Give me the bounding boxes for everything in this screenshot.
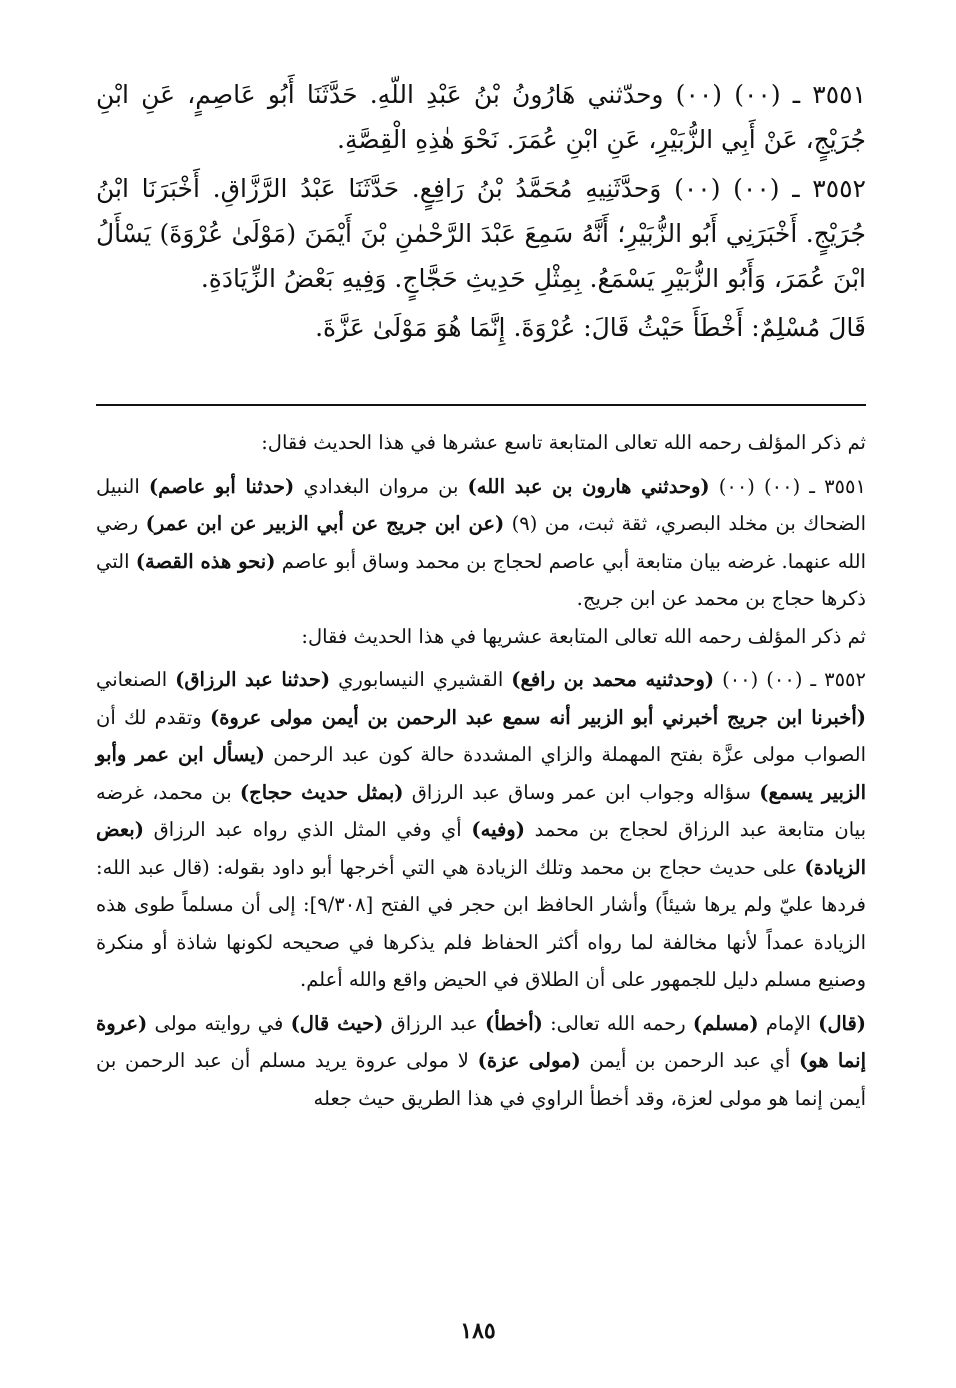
- hadith-3552: [96, 166, 866, 301]
- commentary-paragraph-1: [96, 468, 866, 618]
- hadith-body: وحدّثني هَارُونُ بْنُ عَبْدِ اللّهِ. حَدَّثَنَا أَبُو عَاصِمٍ، عَنِ ابْنِ جُرَيْجٍ، عَنْ أَبِي الزُّبَيْرِ، عَنِ ابْنِ عُمَرَ. نَحْوَ هٰذِهِ الْقِصَّةِ.: [96, 80, 866, 154]
- quoted-text-run: (قال): [818, 1011, 866, 1035]
- commentary-text-run: الإمام: [758, 1011, 819, 1035]
- quoted-text-run: (مولى عزة): [477, 1049, 581, 1072]
- commentary-text-run: ٣٥٥٢ ـ (٠٠) (٠٠): [714, 668, 866, 691]
- quoted-text-run: (حدثنا عبد الرزاق): [175, 668, 331, 691]
- commentary-intro-2: ثم ذكر المؤلف رحمه الله تعالى المتابعة عشريها في هذا الحديث فقال:: [301, 624, 866, 648]
- commentary-text-run: وتقدم لك أن الصواب مولى عزَّة بفتح المهملة والزاي المشددة حالة كون عبد الرحمن: [96, 705, 866, 766]
- commentary-text-run: أي وفي المثل الذي رواه عبد الرزاق: [143, 818, 472, 841]
- hadith-number: ٣٥٥١ ـ (٠٠) (٠٠): [675, 80, 866, 109]
- quoted-text-run: (حدثنا أبو عاصم): [148, 474, 295, 498]
- commentary-text-run: سؤاله وجواب ابن عمر وساق عبد الرزاق: [403, 780, 760, 804]
- commentary-intro-1: ثم ذكر المؤلف رحمه الله تعالى المتابعة تاسع عشرها في هذا الحديث فقال:: [261, 431, 866, 454]
- commentary-paragraph-3: [96, 1005, 866, 1118]
- commentary-text-run: ٣٥٥١ ـ (٠٠) (٠٠): [709, 474, 866, 498]
- quoted-text-run: (عن ابن جريج عن أبي الزبير عن ابن عمر): [145, 512, 505, 535]
- page-number: ١٨٥: [460, 1318, 496, 1344]
- hadith-body: وَحدَّثَنِيهِ مُحَمَّدُ بْنُ رَافِعٍ. حَدَّثَنَا عَبْدُ الرَّزَّاقِ. أَخْبَرَنَا ابْنُ جُرَيْجٍ. أَخْبَرَنِي أَبُو الزُّبَيْرِ؛ أَنَّهُ سَمِعَ عَبْدَ الرَّحْمٰنِ بْنَ أَيْمَنَ (مَوْلَىٰ عُرْوَةَ) يَسْأَلُ ابْنَ عُمَرَ، وَأَبُو الزُّبَيْرِ يَسْمَعُ. بِمِثْلِ حَدِيثِ حَجَّاجٍ. وَفِيهِ بَعْضُ الزِّيَادَةِ.: [96, 174, 866, 293]
- commentary-text-run: في روايته مولى: [147, 1011, 291, 1035]
- commentary-text-run: الصنعاني: [96, 668, 176, 691]
- commentary-text-run: لا مولى عروة يريد مسلم أن عبد الرحمن بن أيمن إنما هو مولى لعزة، وقد أخطأ الراوي في هذا الطريق حيث جعله: [96, 1049, 866, 1110]
- commentary-text-run: القشيري النيسابوري: [330, 668, 512, 691]
- commentary-text-run: النبيل الضحاك بن مخلد البصري، ثقة ثبت، من (٩): [96, 474, 866, 535]
- hadith-number: ٣٥٥٢ ـ (٠٠) (٠٠): [674, 174, 866, 203]
- quoted-text-run: (عروة إنما هو): [96, 1011, 866, 1072]
- hadith-3551: [96, 72, 866, 162]
- commentary-section: [96, 424, 866, 1117]
- quoted-text-run: (بعض الزيادة): [96, 818, 866, 879]
- quoted-text-run: (مسلم): [692, 1011, 759, 1035]
- commentary-text-run: بن محمد، غرضه بيان متابعة عبد الرزاق لحجاج بن محمد: [96, 780, 866, 841]
- matn-section: [96, 72, 866, 350]
- quoted-text-run: (يسأل ابن عمر وأبو الزبير يسمع): [96, 743, 867, 804]
- quoted-text-run: (حيث قال): [290, 1011, 384, 1035]
- muslim-comment: [96, 305, 866, 350]
- commentary-paragraph-2: [96, 661, 866, 999]
- quoted-text-run: (بمثل حديث حجاج): [239, 780, 404, 804]
- section-divider: [96, 404, 866, 406]
- quoted-text-run: (وحدثني هارون بن عبد الله): [467, 474, 710, 498]
- quoted-text-run: (أخبرنا ابن جريج أخبرني أبو الزبير أنه سمع عبد الرحمن بن أيمن مولى عروة): [209, 705, 866, 729]
- hadith-text-block: [96, 72, 866, 350]
- hadith-body: قَالَ مُسْلِمٌ: أَخْطَأَ حَيْثُ قَالَ: عُرْوَةَ. إِنَّمَا هُوَ مَوْلَىٰ عَزَّةَ.: [315, 313, 866, 342]
- quoted-text-run: (أخطأ): [484, 1011, 543, 1035]
- commentary-text-run: عبد الرزاق: [383, 1011, 485, 1035]
- quoted-text-run: (نحو هذه القصة): [135, 549, 276, 573]
- quoted-text-run: (وحدثنيه محمد بن رافع): [511, 668, 715, 691]
- commentary-text-run: رضي الله عنهما. غرضه بيان متابعة أبي عاصم لحجاج بن محمد وساق أبو عاصم: [96, 512, 866, 573]
- quoted-text-run: (وفيه): [471, 818, 525, 841]
- commentary-text-run: على حديث حجاج بن محمد وتلك الزيادة هي التي أخرجها أبو داود بقوله: (قال عبد الله: فردها عليّ ولم يرها شيئاً) وأشار الحافظ ابن حجر في الفتح [٩/٣٠٨]: إلى أن مسلماً طوى هذه الزيادة عمداً لأنها مخالفة لما رواه أكثر الحفاظ فلم يذكرها في صحيحه لكونها شاذة أو منكرة وصنيع مسلم دليل للجمهور على أن الطلاق في الحيض واقع والله أعلم.: [96, 855, 867, 991]
- commentary-text-run: التي ذكرها حجاج بن محمد عن ابن جريج.: [96, 549, 866, 610]
- commentary-text-run: رحمه الله تعالى:: [542, 1011, 693, 1035]
- commentary-text-run: بن مروان البغدادي: [294, 474, 468, 498]
- commentary-text-run: أي عبد الرحمن بن أيمن: [580, 1049, 800, 1072]
